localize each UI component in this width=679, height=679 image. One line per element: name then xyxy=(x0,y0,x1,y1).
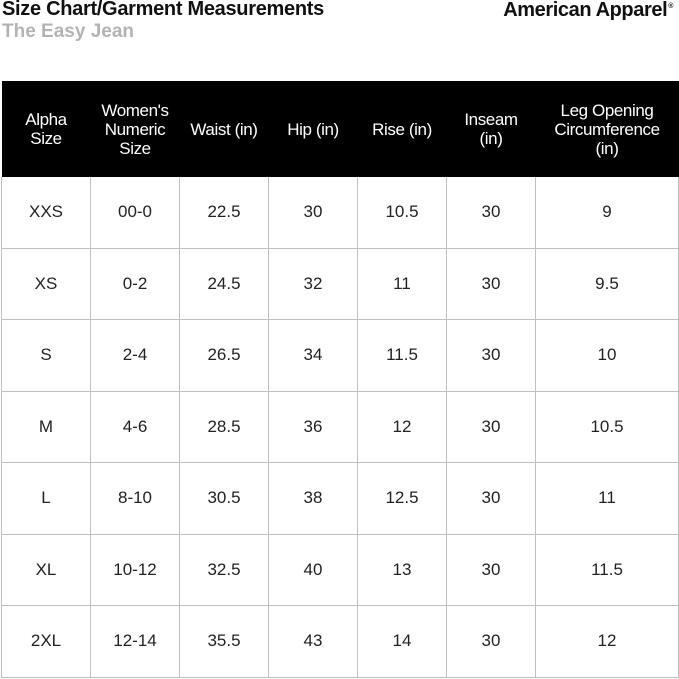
table-row xyxy=(2,463,679,535)
table-cell: 30.5 xyxy=(180,463,269,535)
table-cell: 32 xyxy=(269,248,358,320)
table-cell: 8-10 xyxy=(91,463,180,535)
column-header xyxy=(536,81,679,177)
size-chart-table xyxy=(1,81,679,678)
table-cell: 30 xyxy=(447,248,536,320)
table-cell: 40 xyxy=(269,534,358,606)
brand-logo xyxy=(503,0,673,22)
table-row xyxy=(2,391,679,463)
column-header-line: Alpha xyxy=(25,110,67,129)
table-cell: 26.5 xyxy=(180,320,269,392)
column-header-line: Leg Opening xyxy=(560,100,654,120)
table-cell: 10.5 xyxy=(536,391,679,463)
table-cell: 10.5 xyxy=(358,177,447,248)
table-cell: 2-4 xyxy=(91,320,180,392)
table-cell: 30 xyxy=(447,534,536,606)
column-header-line: Size xyxy=(119,138,151,158)
column-header-line: (in) xyxy=(595,138,619,158)
table-cell: S xyxy=(2,320,91,392)
column-header xyxy=(180,81,269,177)
table-cell: 9 xyxy=(536,177,679,248)
table-cell: 9.5 xyxy=(536,248,679,320)
table-cell: 12 xyxy=(536,606,679,678)
column-header-line: (in) xyxy=(479,129,503,148)
table-cell: 32.5 xyxy=(180,534,269,606)
table-cell: 11 xyxy=(536,463,679,535)
table-cell: 10-12 xyxy=(91,534,180,606)
table-cell: XXS xyxy=(2,177,91,248)
column-header-line: Rise (in) xyxy=(372,119,432,139)
column-header xyxy=(269,81,358,177)
table-cell: 11.5 xyxy=(536,534,679,606)
table-cell: 12.5 xyxy=(358,463,447,535)
table-cell: 4-6 xyxy=(91,391,180,463)
table-cell: 30 xyxy=(447,320,536,392)
table-cell: 13 xyxy=(358,534,447,606)
column-header-line: Women's xyxy=(101,100,169,120)
page-title: Size Chart/Garment Measurements xyxy=(2,0,324,20)
table-cell: 12 xyxy=(358,391,447,463)
column-header-line: Circumference xyxy=(554,119,660,139)
table-cell: 14 xyxy=(358,606,447,678)
table-cell: L xyxy=(2,463,91,535)
table-row xyxy=(2,320,679,392)
table-row xyxy=(2,248,679,320)
table-cell: 0-2 xyxy=(91,248,180,320)
table-cell: 00-0 xyxy=(91,177,180,248)
table-cell: 2XL xyxy=(2,606,91,678)
table-header-row xyxy=(2,81,679,177)
column-header xyxy=(2,81,91,177)
table-cell: XL xyxy=(2,534,91,606)
page-subtitle: The Easy Jean xyxy=(2,21,135,42)
column-header-line: Size xyxy=(30,129,62,148)
column-header-line: Hip (in) xyxy=(287,119,339,139)
registered-mark: ® xyxy=(668,3,673,10)
table-cell: 30 xyxy=(447,463,536,535)
table-row xyxy=(2,534,679,606)
table-cell: 36 xyxy=(269,391,358,463)
table-cell: 30 xyxy=(447,177,536,248)
table-cell: 28.5 xyxy=(180,391,269,463)
column-header xyxy=(358,81,447,177)
table-row xyxy=(2,177,679,248)
table-cell: XS xyxy=(2,248,91,320)
column-header-line: Numeric xyxy=(104,119,166,139)
table-cell: 12-14 xyxy=(91,606,180,678)
table-cell: 34 xyxy=(269,320,358,392)
column-header-line: Inseam xyxy=(464,110,518,129)
table-cell: 10 xyxy=(536,320,679,392)
table-cell: 24.5 xyxy=(180,248,269,320)
table-cell: 30 xyxy=(447,606,536,678)
column-header xyxy=(91,81,180,177)
table-cell: 11.5 xyxy=(358,320,447,392)
table-cell: 30 xyxy=(269,177,358,248)
table-cell: 22.5 xyxy=(180,177,269,248)
table-cell: 43 xyxy=(269,606,358,678)
brand-name: American Apparel xyxy=(503,0,668,21)
table-cell: 38 xyxy=(269,463,358,535)
table-row xyxy=(2,606,679,678)
column-header xyxy=(447,81,536,177)
table-cell: 30 xyxy=(447,391,536,463)
table-cell: M xyxy=(2,391,91,463)
table-cell: 35.5 xyxy=(180,606,269,678)
column-header-line: Waist (in) xyxy=(190,119,258,139)
table-cell: 11 xyxy=(358,248,447,320)
